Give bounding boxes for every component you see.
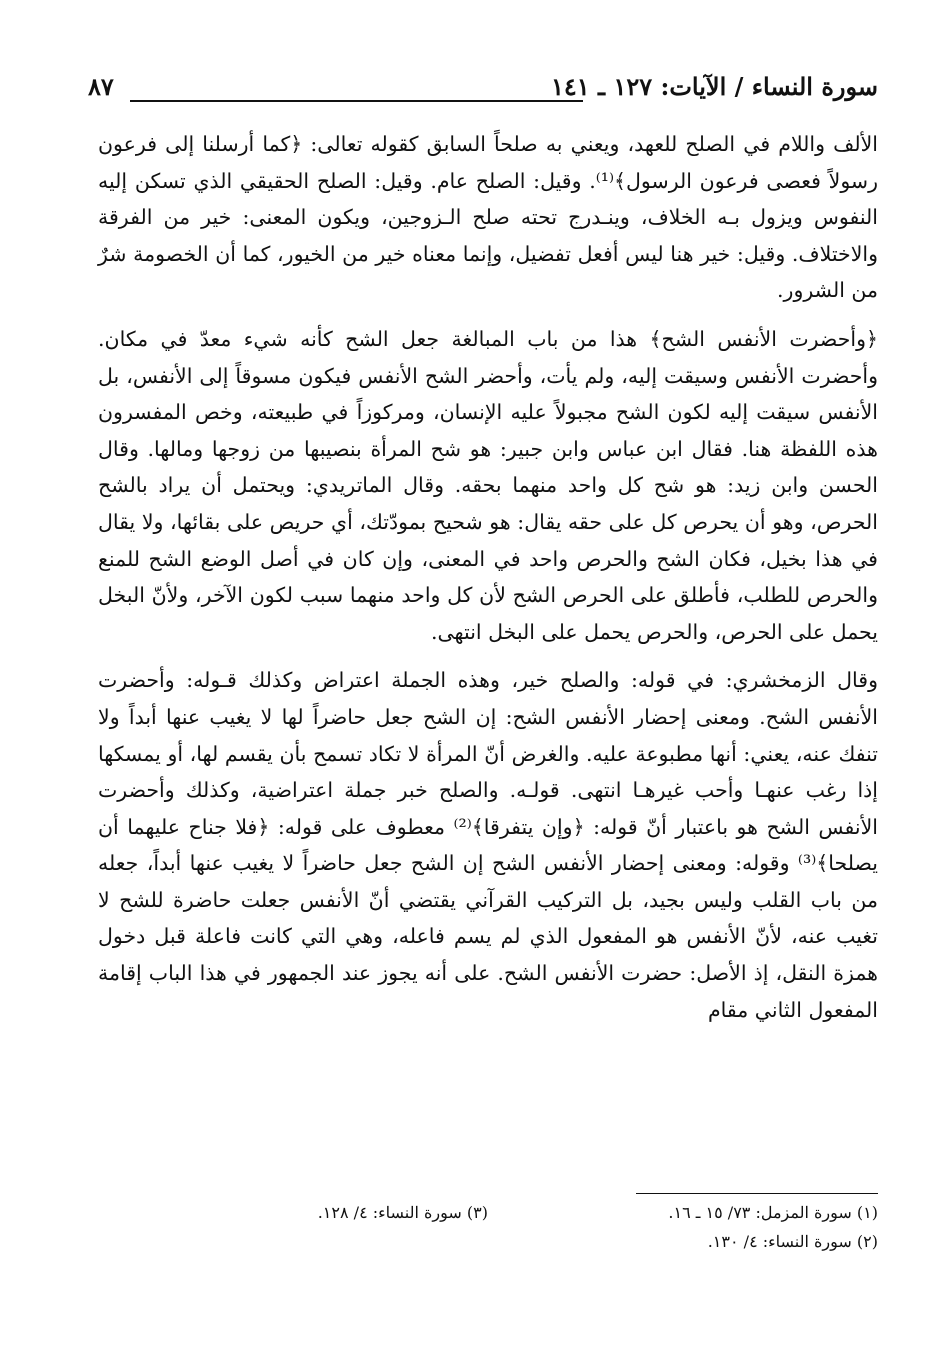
footnotes xyxy=(240,1198,878,1256)
footnote-divider xyxy=(636,1193,878,1194)
footnote-3: (٣) سورة النساء: ٤/ ١٢٨. xyxy=(317,1203,488,1222)
paragraph-1: الألف واللام في الصلح للعهد، ويعني به صلحاً السابق كقوله تعالى: ﴿كما أرسلنا إلى فرعون رسولاً فعصى فرعون الرسول﴾⁽¹⁾. وقيل: الصلح عام. وقيل: الصلح الحقيقي الذي تسكن إليه النفوس ويزول بـه الخلاف، وينـدرج تحته صلح الـزوجين، ويكون المعنى: خير من الفرقة والاختلاف. وقيل: خير هنا ليس أفعل تفضيل، وإنما معناه خير من الخيور، كما أن الخصومة شرٌ من الشرور. xyxy=(98,132,878,303)
footnote-2: (٢) سورة النساء: ٤/ ١٣٠. xyxy=(707,1232,878,1251)
running-title: سورة النساء / الآيات: ١٢٧ ـ ١٤١ xyxy=(551,72,878,101)
page-number: ٨٧ xyxy=(88,72,114,101)
footnote-1: (١) سورة المزمل: ٧٣/ ١٥ ـ ١٦. xyxy=(668,1203,878,1222)
footnote-row xyxy=(240,1198,878,1227)
page-header xyxy=(88,72,878,112)
header-rule xyxy=(130,100,583,102)
footnote-row xyxy=(240,1227,878,1256)
paragraph-3: وقال الزمخشري: في قوله: والصلح خير، وهذه الجملة اعتراض وكذلك قـوله: وأحضرت الأنفس الشح. ومعنى إحضار الأنفس الشح: إن الشح جعل حاضراً لها لا يغيب عنها أبداً ولا تنفك عنه، يعني: أنها مطبوعة عليه. والغرض أنّ المرأة لا تكاد تسمح بأن يقسم لها، أو يمسكها إذا رغب عنهـا وأحب غيرهـا انتهى. قولـه. والصلح خبر جملة اعتراضية، وكذلك وأحضرت الأنفس الشح هو باعتبار أنّ قوله: ﴿وإن يتفرقا﴾⁽²⁾ معطوف على قوله: ﴿فلا جناح عليهما أن يصلحا﴾⁽³⁾ وقوله: ومعنى إحضار الأنفس الشح إن الشح جعل حاضراً لا يغيب عنها أبداً، جعله من باب القلب وليس بجيد، بل التركيب القرآني يقتضي أنّ الأنفس جعلت حاضرة للشح لا تغيب عنه، لأنّ الأنفس هو المفعول الذي لم يسم فاعله، وهي التي كانت فاعلة قبل دخول همزة النقل، إذ الأصل: حضرت الأنفس الشح. على أنه يجوز عند الجمهور في هذا الباب إقامة المفعول الثاني مقام xyxy=(98,668,878,1022)
paragraph-2: ﴿وأحضرت الأنفس الشح﴾ هذا من باب المبالغة جعل الشح كأنه شيء معدّ في مكان. وأحضرت الأنفس وسيقت إليه، ولم يأت، وأحضر الشح الأنفس فيكون مسوقاً إلى الأنفس، بل الأنفس سيقت إليه لكون الشح مجبولاً عليه الإنسان، ومركوزاً في طبيعته، وخص المفسرون هذه اللفظة هنا. فقال ابن عباس وابن جبير: هو شح المرأة بنصيبها من زوجها ومالها. وقال الحسن وابن زيد: هو شح كل واحد منهما بحقه. وقال الماتريدي: ويحتمل أن يراد بالشح الحرص، وهو أن يحرص كل على حقه يقال: هو شحيح بمودّتك، أي حريص على بقائها، ولا يقال في هذا بخيل، فكان الشح والحرص واحد في المعنى، وإن كان في أصل الوضع الشح للمنع والحرص للطلب، فأطلق على الحرص الشح لأن كل واحد منهما سبب لكون الآخر، ولأنّ البخل يحمل على الحرص، والحرص يحمل على البخل انتهى. xyxy=(98,326,878,644)
main-text xyxy=(98,126,878,1028)
